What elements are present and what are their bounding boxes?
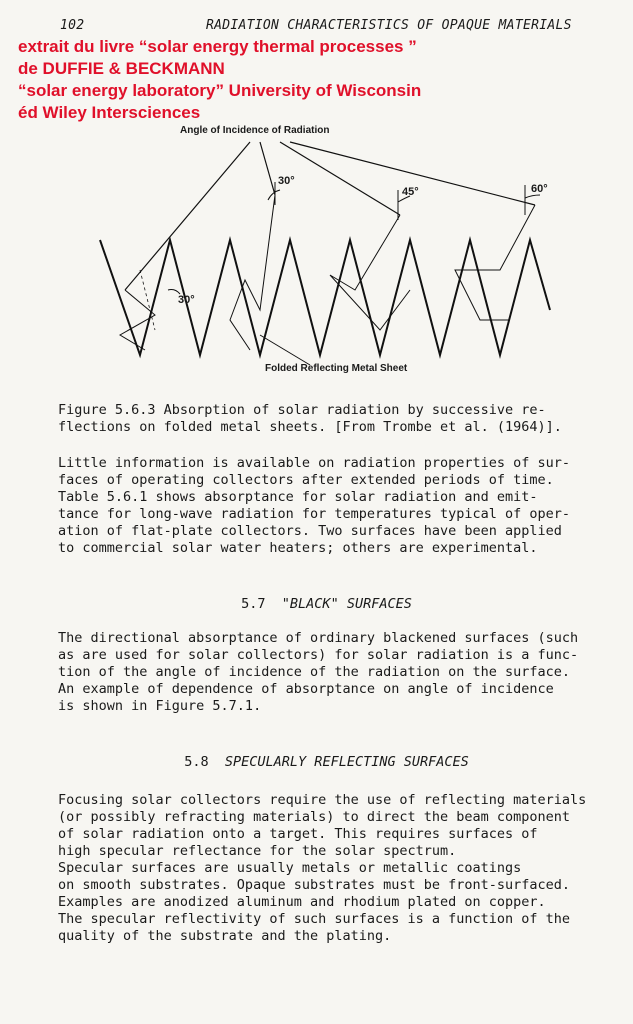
annotation-line-2: de DUFFIE & BECKMANN <box>18 59 225 78</box>
figure-caption: Figure 5.6.3 Absorption of solar radiation by successive re- flections on folded metal sheets. [From Trombe et al. (1964)]. <box>58 402 562 435</box>
section-5-8-heading <box>10 754 633 770</box>
folded-metal-sheet <box>100 240 550 355</box>
angle-60-label: 60° <box>531 183 548 195</box>
ray-30b <box>260 142 275 195</box>
section-number: 5.8 <box>184 754 209 770</box>
source-annotation <box>18 36 421 124</box>
angle-30-left-label: 30° <box>178 294 195 306</box>
paragraph-specular-surfaces: Focusing solar collectors require the use of reflecting materials (or possibly refracting materials) to direct the beam component of solar radiation onto a target. This requires surfaces of high specular reflectance for the solar spectrum. Specular surfaces are usually metals or metallic coatings on smooth substrates. Opaque substrates must be front-surfaced. Examples are anodized aluminum and rhodium plated on copper. The specular reflectivity of such surfaces is a function of the quality of the substrate and the plating. <box>58 792 587 944</box>
angle-45-label: 45° <box>402 186 419 198</box>
section-number: 5.7 <box>241 596 266 612</box>
angle-30-top-label: 30° <box>278 175 295 187</box>
section-5-7-heading <box>10 596 633 612</box>
ray-45 <box>280 142 400 215</box>
reflection-path-4 <box>455 205 535 320</box>
paragraph-black-surfaces: The directional absorptance of ordinary blackened surfaces (such as are used for solar collectors) for solar radiation is a func- tion of the angle of incidence of the radiation on the surface. An example of dependence of absorptance on angle of incidence is shown in Figure 5.7.1. <box>58 630 579 714</box>
annotation-line-3: “solar energy laboratory” University of Wisconsin <box>18 81 422 100</box>
folded-sheet-diagram <box>80 120 580 385</box>
annotation-line-1: extrait du livre “solar energy thermal processes ” <box>18 37 417 56</box>
folded-sheet-figure <box>80 120 580 385</box>
running-title: RADIATION CHARACTERISTICS OF OPAQUE MATERIALS <box>206 18 572 33</box>
ray-30 <box>125 142 250 290</box>
section-title: "BLACK" SURFACES <box>281 596 412 612</box>
figure-title-label: Angle of Incidence of Radiation <box>180 125 330 136</box>
paragraph-surface-info: Little information is available on radiation properties of sur- faces of operating collectors after extended periods of time. Table 5.6.1 shows absorptance for solar radiation and emit- tance for long-wave radiation for temperatures typical of oper- ation of flat-plate collectors. Two surfaces have been applied to commercial solar water heaters; others are experimental. <box>58 455 571 556</box>
figure-bottom-label: Folded Reflecting Metal Sheet <box>265 363 408 374</box>
page-number: 102 <box>60 18 85 33</box>
section-title: SPECULARLY REFLECTING SURFACES <box>224 754 469 770</box>
annotation-line-4: éd Wiley Intersciences <box>18 103 201 122</box>
